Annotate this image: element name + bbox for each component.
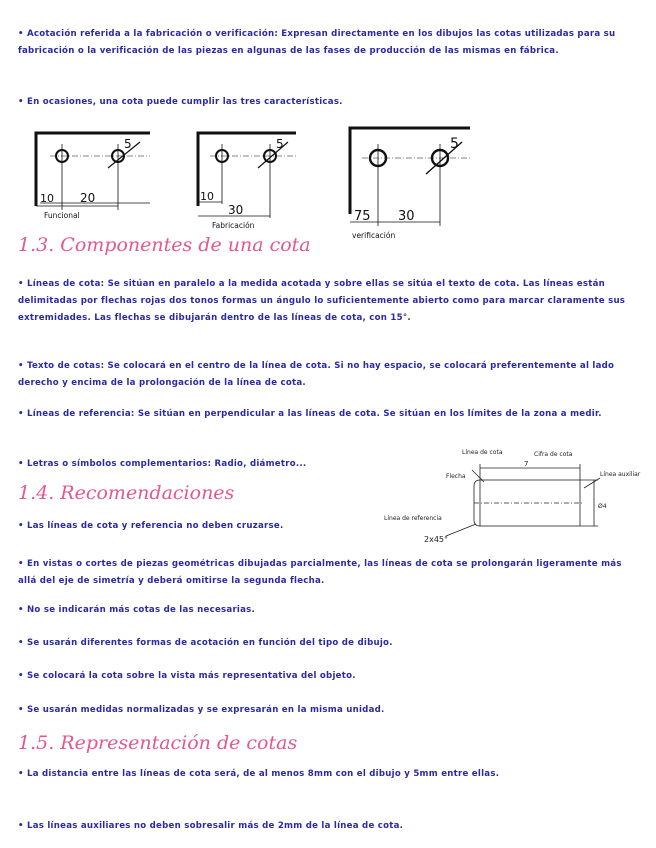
intro-paragraph-1: • Acotación referida a la fabricación o verificación: Expresan directamente en los dibujos las cotas utilizadas para su fabricación o la verificación de las piezas en algunas de las fases de producción de las mismas en fábrica. [18,29,616,56]
fig1-dim-r: 5 [124,137,132,151]
s14-bullet-6: • Se usarán medidas normalizadas y se expresarán en la misma unidad. [18,705,385,715]
s13-bullet-3: • Líneas de referencia: Se sitúan en perpendicular a las líneas de cota. Se sitúan en los límites de la zona a medir. [18,409,602,419]
intro-paragraph-2: • En ocasiones, una cota puede cumplir las tres características. [18,97,343,107]
fig2-dim-b: 30 [228,203,244,217]
fig2-dim-a: 10 [200,190,214,203]
heading-1-5: 1.5. Representación de cotas [18,732,298,754]
label-chamfer: 2x45° [424,535,449,544]
heading-1-4: 1.4. Recomendaciones [18,482,235,504]
cota-components-diagram [384,444,644,554]
s14-bullet-1: • Las líneas de cota y referencia no deben cruzarse. [18,521,284,531]
label-dim-top: 7 [524,460,529,468]
s14-bullet-3: • No se indicarán más cotas de las necesarias. [18,605,256,615]
fig3-dim-a: 75 [354,209,371,224]
label-flecha: Flecha [446,473,466,480]
s13-bullet-1: • Líneas de cota: Se sitúan en paralelo a la medida acotada y sobre ellas se sitúa el texto de cota. Las líneas están delimitadas por flechas rojas dos tonos formas un ángulo lo suficientemente abierto como para marcar claramente sus extremidades. Las flechas se dibujarán dentro de las líneas de cota, con 15°. [18,279,626,323]
fig3-caption: verificación [352,231,396,240]
fig1-dim-a: 10 [40,192,54,205]
fig1-dim-b: 20 [80,191,96,205]
fig3-dim-b: 30 [398,209,415,224]
heading-1-3: 1.3. Componentes de una cota [18,234,311,256]
s14-bullet-2: • En vistas o cortes de piezas geométricas dibujadas parcialmente, las líneas de cota se prolongarán ligeramente más allá del eje de simetría y deberá omitirse la segunda flecha. [18,559,622,586]
s15-bullet-1: • La distancia entre las líneas de cota será, de al menos 8mm con el dibujo y 5mm entre ellas. [18,769,500,779]
label-linea-referencia: Línea de referencia [384,515,442,522]
s14-bullet-4: • Se usarán diferentes formas de acotación en función del tipo de dibujo. [18,638,393,648]
fig1-caption: Funcional [44,211,80,220]
s15-bullet-2: • Las líneas auxiliares no deben sobresalir más de 2mm de la línea de cota. [18,821,404,831]
fig2-caption: Fabricación [212,221,255,230]
label-linea-auxiliar: Línea auxiliar [600,471,641,478]
label-linea-cota: Línea de cota [462,449,503,456]
fig3-dim-r: 5 [450,136,459,152]
s13-bullet-4: • Letras o símbolos complementarios: Radio, diámetro... [18,459,307,469]
fig2-dim-r: 5 [276,137,284,151]
s14-bullet-5: • Se colocará la cota sobre la vista más representativa del objeto. [18,671,356,681]
dimension-figures [0,118,656,248]
label-dim-side: Ø4 [598,503,607,510]
s13-bullet-2: • Texto de cotas: Se colocará en el centro de la línea de cota. Si no hay espacio, se colocará preferentemente al lado derecho y encima de la prolongación de la línea de cota. [18,361,615,388]
label-cifra-cota: Cifra de cota [534,451,573,458]
